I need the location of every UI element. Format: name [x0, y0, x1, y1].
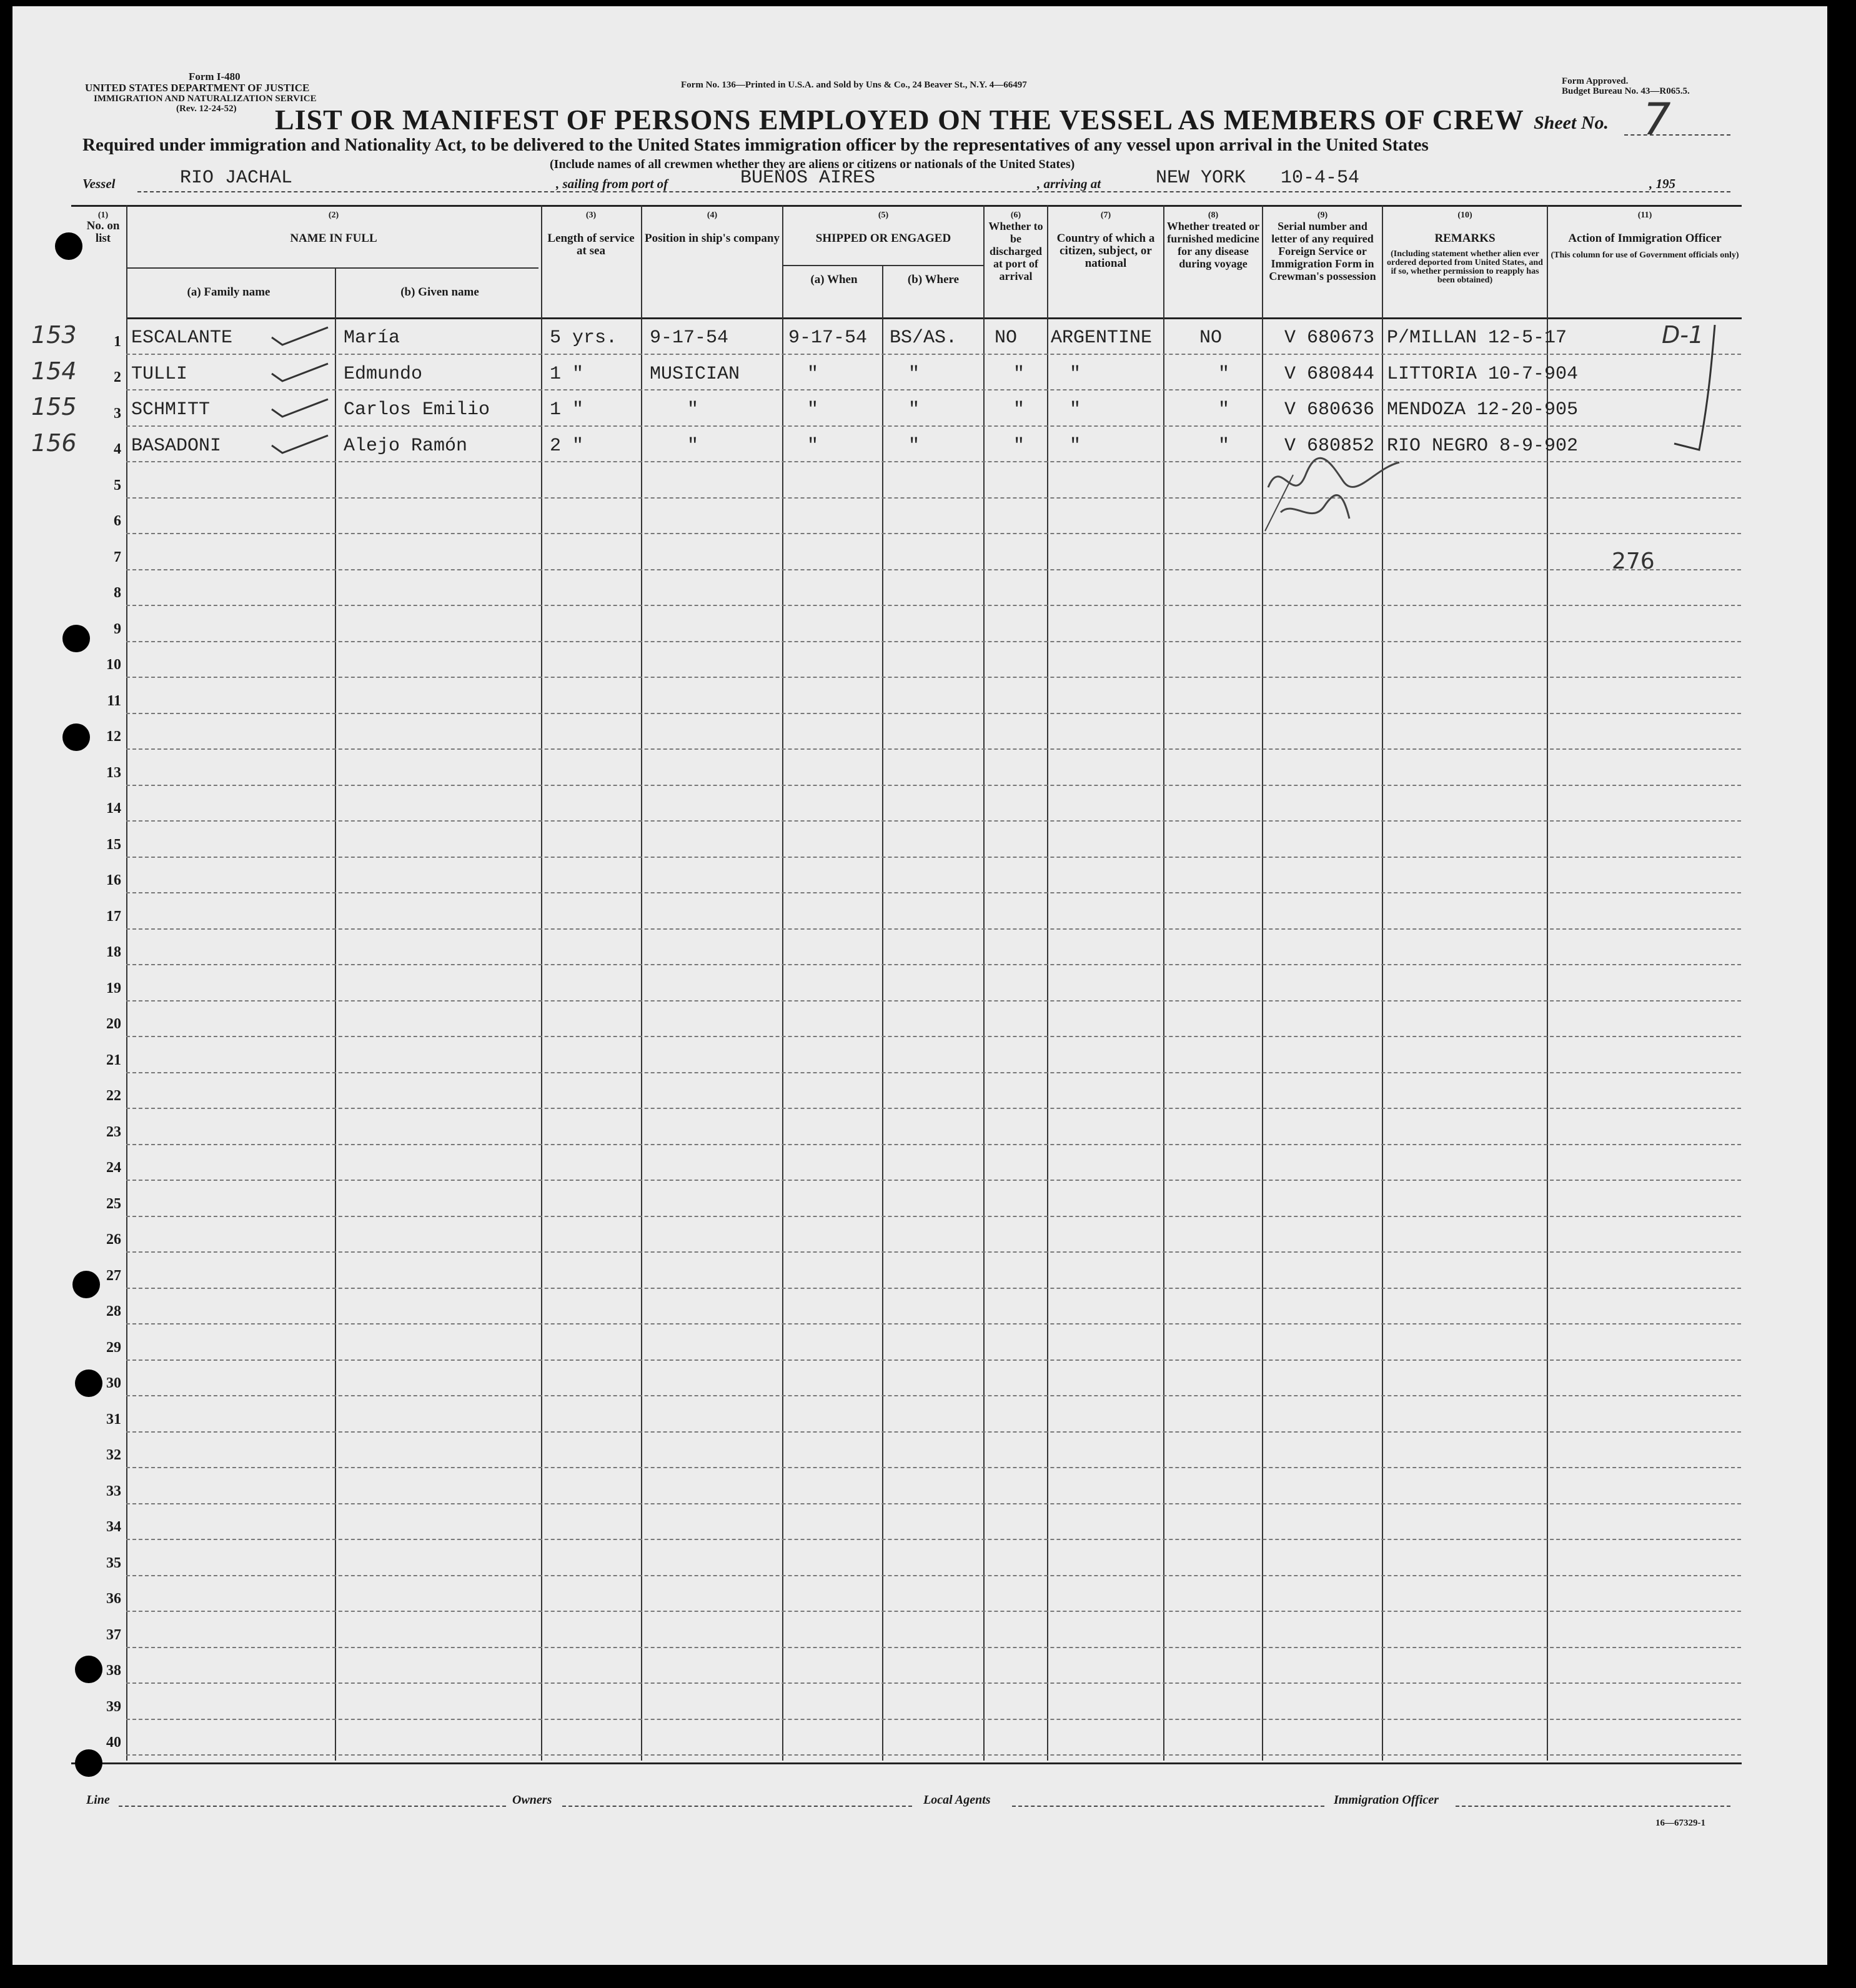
serial-number: V 680673: [1284, 327, 1375, 349]
footer-officer-underline: [1456, 1806, 1730, 1807]
handwritten-annotation: 276: [1612, 549, 1655, 574]
row-number: 17: [106, 908, 121, 925]
row-number: 6: [114, 513, 121, 529]
row-number: 32: [106, 1447, 121, 1463]
row-number: 10: [106, 657, 121, 673]
shipped-where: ": [908, 435, 920, 457]
service-length: 2 ": [550, 435, 584, 457]
punch-hole: [75, 1369, 102, 1397]
col5-header: (5) SHIPPED OR ENGAGED: [815, 211, 951, 245]
shipped-where: ": [908, 363, 920, 385]
punch-hole: [55, 232, 82, 260]
row-number: 15: [106, 836, 121, 853]
row-line: [126, 748, 1741, 750]
row-line: [126, 1719, 1741, 1720]
check-mark-icon: [269, 324, 331, 349]
row-number: 31: [106, 1411, 121, 1428]
given-name: Alejo Ramón: [344, 435, 468, 457]
row-line: [126, 928, 1741, 930]
row-number: 22: [106, 1088, 121, 1104]
handwritten-line-number: 154: [31, 357, 77, 385]
row-number: 8: [114, 585, 121, 601]
discharged: ": [1013, 363, 1025, 385]
row-line: [126, 1575, 1741, 1576]
col4-header: (4) Position in ship's company: [645, 211, 780, 245]
row-number: 25: [106, 1195, 121, 1212]
row-number: 1: [114, 333, 121, 350]
row-line: [126, 1754, 1741, 1756]
punch-hole: [62, 723, 90, 751]
col-divider: [882, 265, 883, 1761]
family-name: SCHMITT: [131, 399, 211, 420]
col11-header: (11) Action of Immigration Officer (This column for use of Government officials only): [1551, 211, 1739, 260]
row-line: [126, 461, 1741, 462]
country: ": [1069, 363, 1081, 385]
footer-agents-label: Local Agents: [923, 1793, 991, 1807]
voyage-underline: [137, 191, 1730, 192]
col2-header: (2) NAME IN FULL: [290, 211, 377, 245]
col-divider: [1163, 205, 1164, 1761]
shipped-when: 9-17-54: [788, 327, 868, 349]
row-number: 7: [114, 549, 121, 565]
col10-header: (10) REMARKS (Including statement whether alien ever ordered deported from United States, and if so, whether permission to reapply has been obtained): [1387, 211, 1543, 285]
row-line: [126, 1611, 1741, 1612]
col-divider: [126, 205, 127, 1761]
sailing-port: BUENOS AIRES: [740, 167, 876, 189]
col-divider: [1382, 205, 1383, 1761]
service-length: 1 ": [550, 399, 584, 420]
header-bottom-line: [126, 317, 1742, 319]
arrival-date: 10-4-54: [1281, 167, 1360, 189]
shipped-when: ": [807, 399, 819, 420]
row-line: [126, 1467, 1741, 1468]
note: (Include names of all crewmen whether they are aliens or citizens or nationals of the United States): [550, 157, 1075, 171]
col-divider: [541, 205, 542, 1761]
row-number: 19: [106, 980, 121, 996]
discharged: ": [1013, 399, 1025, 420]
row-line: [126, 857, 1741, 858]
row-line: [126, 389, 1741, 390]
row-number: 14: [106, 800, 121, 817]
vessel-label: Vessel: [82, 176, 116, 191]
col-divider: [335, 267, 336, 1761]
row-number: 11: [107, 692, 121, 709]
row-line: [126, 1108, 1741, 1109]
row-number: 35: [106, 1554, 121, 1571]
col9-header: (9) Serial number and letter of any required Foreign Service or Immigration Form in Crewman's possession: [1269, 211, 1376, 282]
serial-number: V 680636: [1284, 399, 1375, 420]
arriving-label: , arriving at: [1037, 176, 1101, 191]
page-title: LIST OR MANIFEST OF PERSONS EMPLOYED ON THE VESSEL AS MEMBERS OF CREW: [275, 104, 1524, 136]
country: ": [1069, 435, 1081, 457]
row-line: [126, 1431, 1741, 1433]
sheet-label: Sheet No.: [1534, 112, 1609, 133]
handwritten-line-number: 155: [31, 393, 77, 420]
row-line: [126, 964, 1741, 965]
row-number: 30: [106, 1375, 121, 1391]
service: IMMIGRATION AND NATURALIZATION SERVICE: [94, 94, 317, 104]
punch-hole: [75, 1656, 102, 1683]
row-number: 4: [114, 441, 121, 457]
subtitle: Required under immigration and Nationality Act, to be delivered to the United States immigration officer by the representatives of any vessel upon arrival in the United States: [82, 135, 1429, 155]
row-line: [126, 605, 1741, 606]
row-line: [126, 1359, 1741, 1361]
row-line: [126, 1216, 1741, 1217]
col3-header: (3) Length of service at sea: [547, 211, 635, 257]
medicine: ": [1218, 435, 1230, 457]
col-divider: [1047, 205, 1048, 1761]
row-number: 36: [106, 1591, 121, 1607]
row-line: [126, 354, 1741, 355]
remarks: LITTORIA 10-7-904: [1387, 363, 1579, 385]
discharged: NO: [995, 327, 1018, 349]
arrival-port: NEW YORK: [1156, 167, 1246, 189]
row-line: [126, 713, 1741, 714]
sheet-underline: [1624, 134, 1730, 136]
row-number: 12: [106, 728, 121, 745]
row-line: [126, 641, 1741, 642]
row-line: [126, 1647, 1741, 1648]
remarks: P/MILLAN 12-5-17: [1387, 327, 1567, 349]
col2b-header: (b) Given name: [400, 286, 479, 299]
medicine: ": [1218, 399, 1230, 420]
printer-line: Form No. 136—Printed in U.S.A. and Sold by Uns & Co., 24 Beaver St., N.Y. 4—66497: [681, 80, 1027, 90]
shipped-when: ": [807, 363, 819, 385]
col5b-header: (b) Where: [907, 273, 960, 286]
punch-hole: [62, 625, 90, 652]
family-name: BASADONI: [131, 435, 222, 457]
position: ": [687, 435, 699, 457]
row-line: [126, 1539, 1741, 1540]
position: 9-17-54: [650, 327, 729, 349]
officer-action: D-1: [1662, 321, 1704, 349]
row-line: [126, 677, 1741, 678]
service-length: 1 ": [550, 363, 584, 385]
col-divider: [983, 205, 985, 1761]
col8-header: (8) Whether treated or furnished medicine for any disease during voyage: [1166, 211, 1260, 270]
footer-code: 16—67329-1: [1655, 1818, 1705, 1828]
footer-officer-label: Immigration Officer: [1334, 1793, 1439, 1807]
row-number: 29: [106, 1339, 121, 1356]
row-number: 28: [106, 1303, 121, 1320]
col-divider: [1262, 205, 1263, 1761]
given-name: María: [344, 327, 400, 349]
row-line: [126, 1036, 1741, 1037]
row-line: [126, 497, 1741, 499]
col-divider: [782, 205, 783, 1761]
footer-line-label: Line: [86, 1793, 110, 1807]
discharged: ": [1013, 435, 1025, 457]
manifest-page: [12, 6, 1827, 1965]
row-number: 9: [114, 620, 121, 637]
row-line: [126, 1000, 1741, 1001]
row-line: [126, 892, 1741, 893]
row-number: 38: [106, 1662, 121, 1679]
row-line: [126, 1251, 1741, 1253]
row-number: 16: [106, 872, 121, 888]
check-mark-icon: [269, 360, 331, 385]
check-mark-icon: [269, 432, 331, 457]
sailing-label: , sailing from port of: [556, 176, 668, 191]
row-number: 37: [106, 1626, 121, 1643]
row-line: [126, 1682, 1741, 1684]
form-id: Form I-480: [189, 71, 241, 82]
medicine: ": [1218, 363, 1230, 385]
family-name: ESCALANTE: [131, 327, 233, 349]
remarks: MENDOZA 12-20-905: [1387, 399, 1579, 420]
row-number: 20: [106, 1016, 121, 1032]
shipped-sub-line: [782, 265, 983, 266]
country: ": [1069, 399, 1081, 420]
col1-header: (1) No. on list: [86, 211, 120, 245]
given-name: Carlos Emilio: [344, 399, 490, 420]
handwritten-line-number: 153: [31, 321, 77, 349]
col2a-header: (a) Family name: [187, 286, 270, 299]
row-number: 18: [106, 944, 121, 960]
shipped-when: ": [807, 435, 819, 457]
service-length: 5 yrs.: [550, 327, 618, 349]
row-line: [126, 1503, 1741, 1504]
row-line: [126, 569, 1741, 570]
medicine: NO: [1199, 327, 1223, 349]
row-line: [126, 1395, 1741, 1396]
row-line: [126, 1072, 1741, 1073]
bracket-mark: [1655, 312, 1724, 462]
serial-number: V 680844: [1284, 363, 1375, 385]
footer-line-underline: [119, 1806, 506, 1807]
col7-header: (7) Country of which a citizen, subject, or national: [1056, 211, 1155, 270]
check-mark-icon: [269, 395, 331, 420]
row-number: 24: [106, 1160, 121, 1176]
row-line: [126, 1180, 1741, 1181]
row-number: 5: [114, 477, 121, 494]
row-number: 23: [106, 1123, 121, 1140]
footer-agents-underline: [1012, 1806, 1324, 1807]
position: MUSICIAN: [650, 363, 740, 385]
department: UNITED STATES DEPARTMENT OF JUSTICE: [85, 82, 310, 94]
serial-number: V 680852: [1284, 435, 1375, 457]
row-number: 3: [114, 405, 121, 422]
position: ": [687, 399, 699, 420]
row-number: 13: [106, 764, 121, 781]
footer-owners-label: Owners: [512, 1793, 552, 1807]
row-number: 26: [106, 1231, 121, 1248]
row-line: [126, 1323, 1741, 1325]
country: ARGENTINE: [1051, 327, 1153, 349]
row-line: [126, 820, 1741, 822]
shipped-where: BS/AS.: [890, 327, 958, 349]
footer-owners-underline: [562, 1806, 912, 1807]
approved: Form Approved.: [1562, 76, 1629, 86]
row-number: 27: [106, 1267, 121, 1284]
remarks: RIO NEGRO 8-9-902: [1387, 435, 1579, 457]
handwritten-line-number: 156: [31, 429, 77, 457]
revision: (Rev. 12-24-52): [176, 104, 237, 114]
row-number: 40: [106, 1734, 121, 1751]
col6-header: (6) Whether to be discharged at port of arrival: [988, 211, 1043, 282]
signature-scrawl: [1256, 450, 1412, 544]
row-number: 33: [106, 1483, 121, 1499]
family-name: TULLI: [131, 363, 188, 385]
col5a-header: (a) When: [810, 273, 858, 286]
row-number: 39: [106, 1698, 121, 1715]
row-line: [126, 785, 1741, 786]
row-line: [126, 1288, 1741, 1289]
col-divider: [641, 205, 642, 1761]
row-number: 2: [114, 369, 121, 385]
row-line: [126, 425, 1741, 427]
row-number: 34: [106, 1519, 121, 1535]
budget: Budget Bureau No. 43—R065.5.: [1562, 86, 1690, 96]
shipped-where: ": [908, 399, 920, 420]
sheet-number: 7: [1643, 94, 1671, 145]
year-label: , 195: [1649, 176, 1675, 191]
punch-hole: [75, 1749, 102, 1777]
given-name: Edmundo: [344, 363, 423, 385]
row-line: [126, 1144, 1741, 1145]
punch-hole: [72, 1271, 100, 1298]
vessel-name: RIO JACHAL: [180, 167, 293, 189]
name-sub-line: [126, 267, 538, 269]
row-line: [126, 533, 1741, 534]
row-number: 21: [106, 1051, 121, 1068]
